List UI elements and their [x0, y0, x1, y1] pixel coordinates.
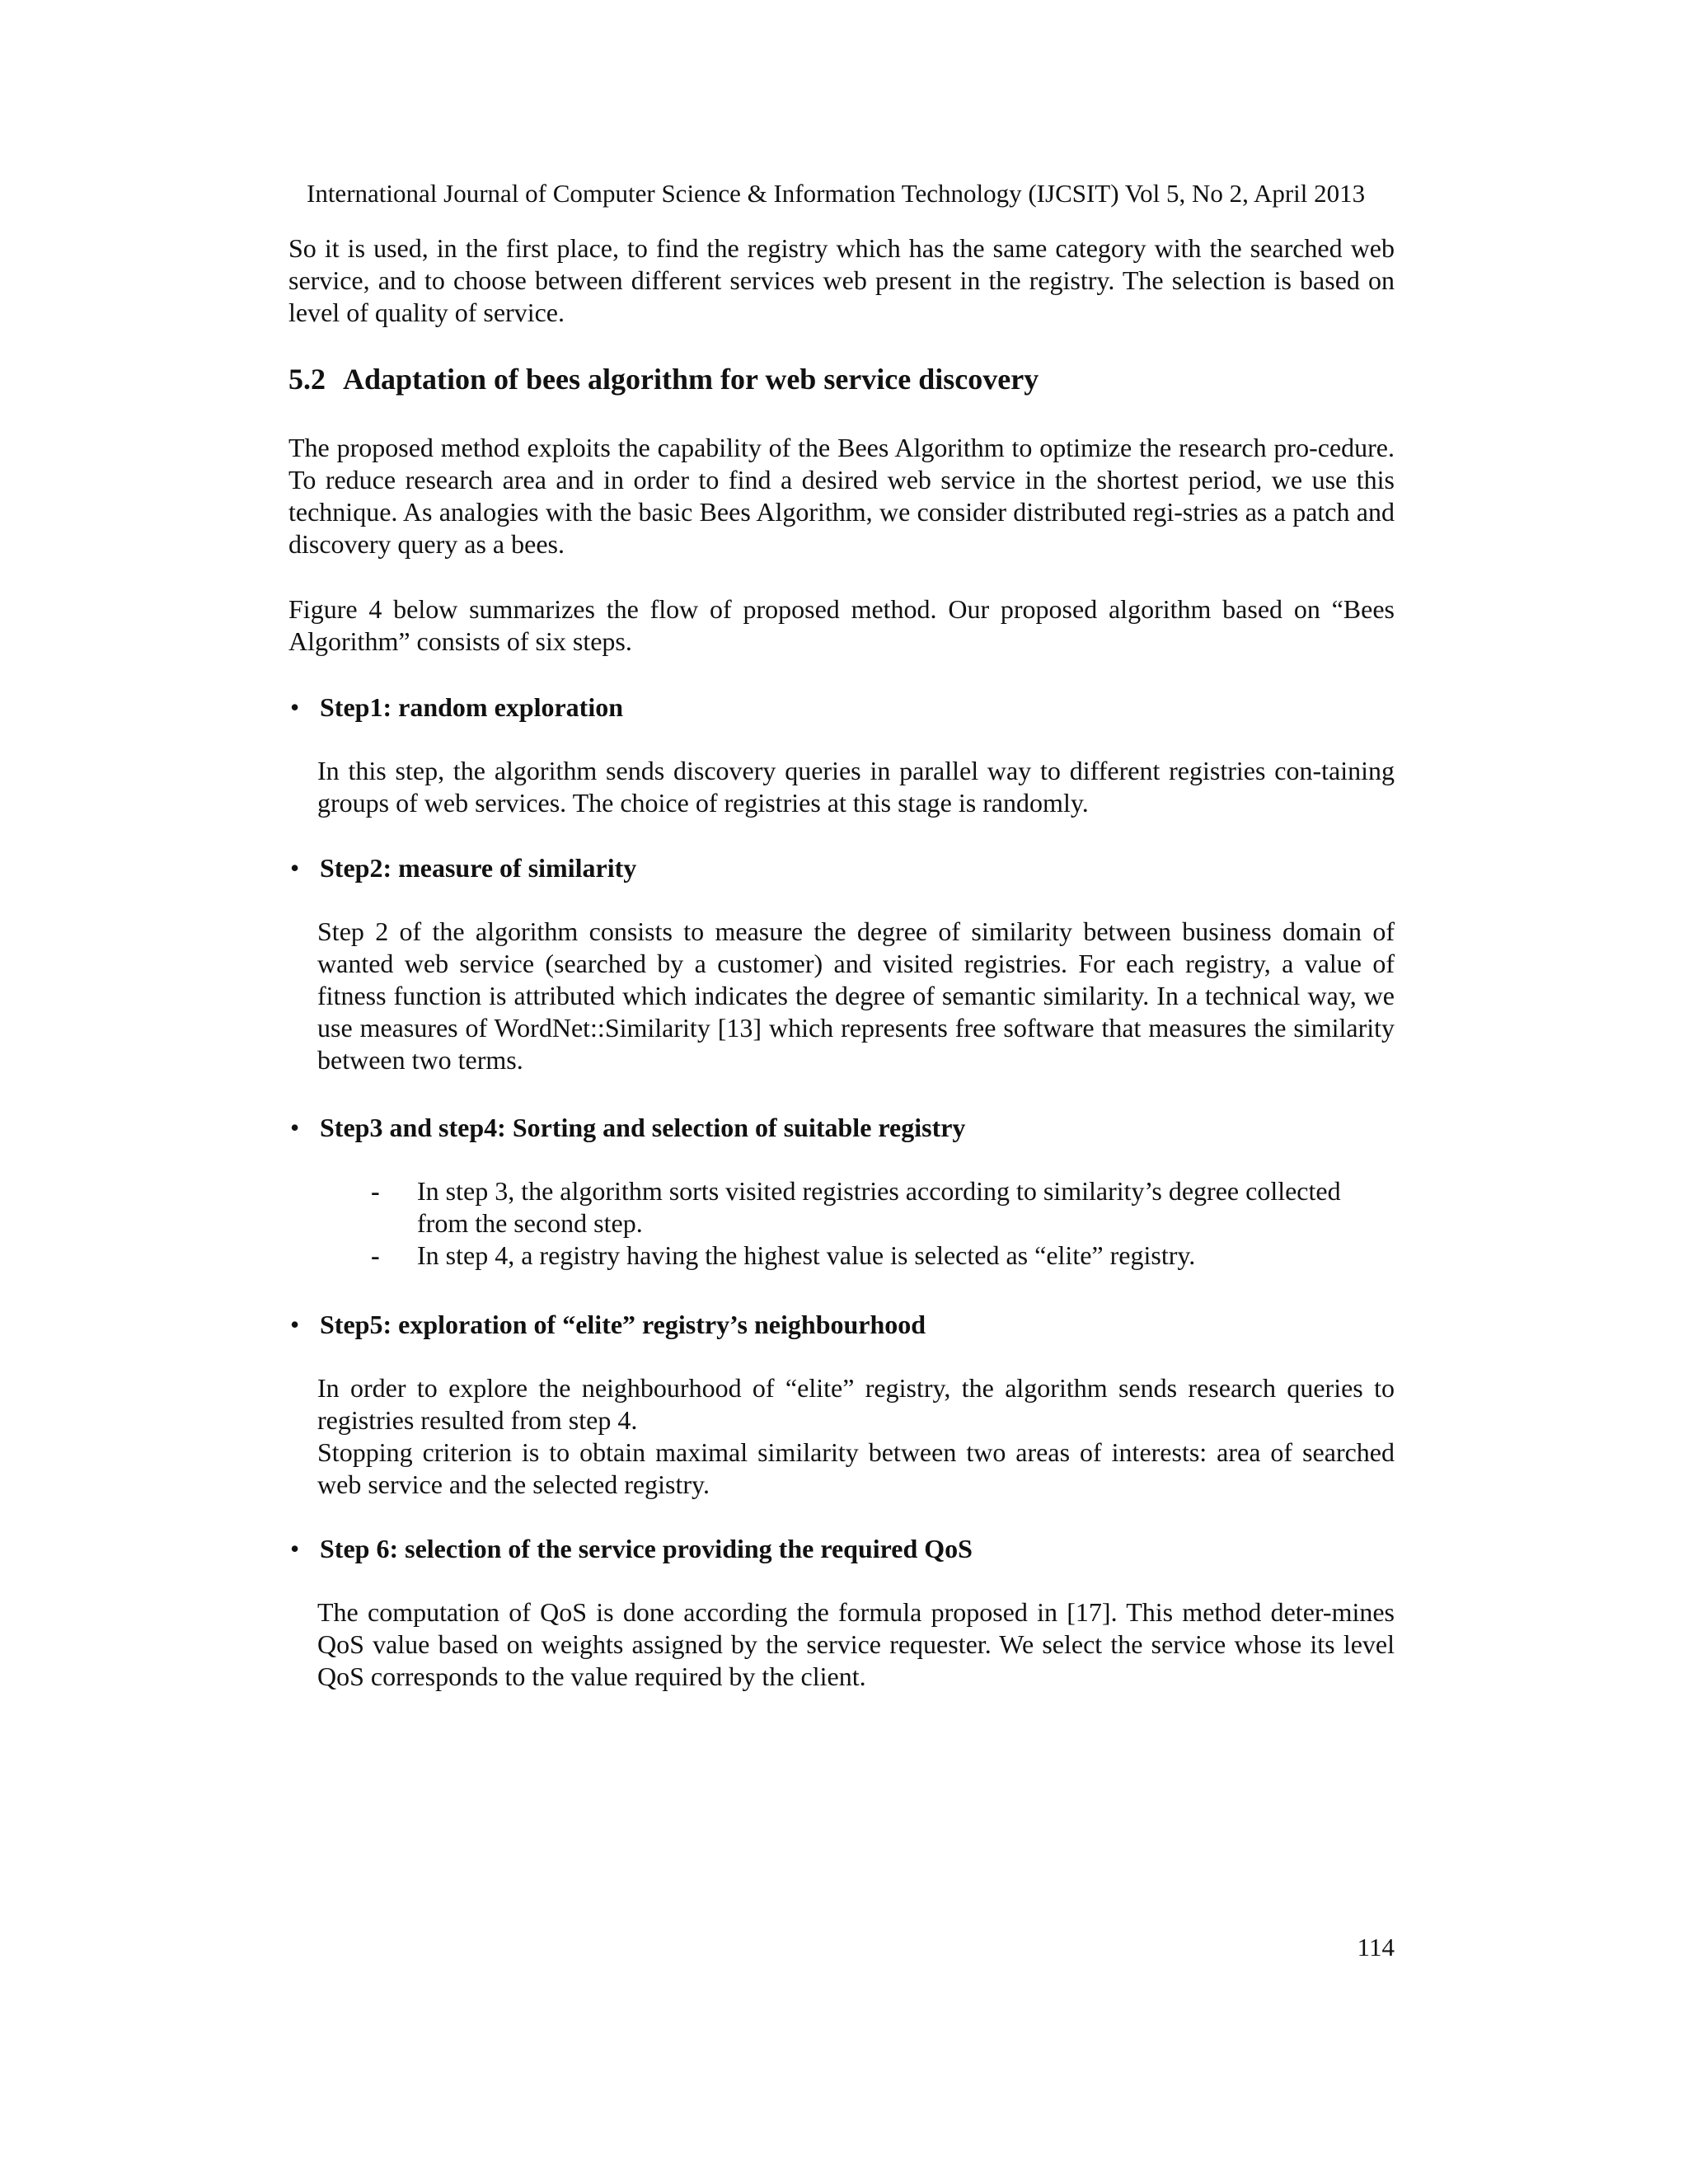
bullet-icon: • — [290, 692, 300, 722]
step3-sub-item — [371, 1175, 1395, 1240]
step1-body: In this step, the algorithm sends discovery queries in parallel way to different registries con-taining groups of web services. The choice of registries at this stage is randomly. — [317, 756, 1395, 818]
step2-title-text: Step2: measure of similarity — [320, 853, 637, 883]
step6-title — [288, 1533, 973, 1565]
bullet-icon: • — [290, 853, 300, 883]
section-number: 5.2 — [288, 363, 326, 396]
step5-body: In order to explore the neighbourhood of “elite” registry, the algorithm sends research queries to registries resulted from step 4. — [317, 1373, 1395, 1435]
section-title: Adaptation of bees algorithm for web service discovery — [343, 363, 1039, 396]
step3-sub-text: In step 3, the algorithm sorts visited registries according to similarity’s degree collected from the second step. — [417, 1176, 1341, 1238]
step1-title — [288, 691, 623, 724]
step3-4-title — [288, 1112, 965, 1144]
running-header: International Journal of Computer Science & Information Technology (IJCSIT) Vol 5, No 2, April 2013 — [307, 179, 1366, 208]
dash-icon: - — [371, 1240, 380, 1270]
dash-icon: - — [371, 1176, 380, 1206]
step1-title-text: Step1: random exploration — [320, 692, 623, 722]
bullet-icon: • — [290, 1310, 300, 1339]
section-paragraph-1: The proposed method exploits the capability of the Bees Algorithm to optimize the research pro-cedure. To reduce research area and in order to find a desired web service in the shortest period, we use this technique. As analogies with the basic Bees Algorithm, we consider distributed regi-stries as a patch and discovery query as a bees. — [288, 433, 1395, 559]
step3-4-title-text: Step3 and step4: Sorting and selection of suitable registry — [320, 1113, 966, 1142]
step5-title — [288, 1309, 926, 1341]
bullet-icon: • — [290, 1534, 300, 1563]
step6-body: The computation of QoS is done according the formula proposed in [17]. This method deter-mines QoS value based on weights assigned by the service requester. We select the service whose its level QoS corresponds to the value required by the client. — [317, 1597, 1395, 1691]
step2-title — [288, 852, 636, 884]
step2-body: Step 2 of the algorithm consists to measure the degree of similarity between business domain of wanted web service (searched by a customer) and visited registries. For each registry, a value of fitness function is attributed which indicates the degree of semantic similarity. In a technical way, we use measures of WordNet::Similarity [13] which represents free software that measures the similarity between two terms. — [317, 916, 1395, 1075]
intro-paragraph: So it is used, in the first place, to find the registry which has the same category with the searched web service, and to choose between different services web present in the registry. The selection is based on level of quality of service. — [288, 233, 1395, 327]
step5-title-text: Step5: exploration of “elite” registry’s neighbourhood — [320, 1310, 926, 1339]
page-number: 114 — [1357, 1933, 1395, 1961]
bullet-icon: • — [290, 1113, 300, 1142]
section-paragraph-2: Figure 4 below summarizes the flow of proposed method. Our proposed algorithm based on “Bees Algorithm” consists of six steps. — [288, 594, 1395, 656]
section-heading — [288, 361, 1039, 397]
step4-sub-item — [371, 1240, 1395, 1272]
step4-sub-text: In step 4, a registry having the highest value is selected as “elite” registry. — [417, 1240, 1196, 1270]
step5-body-continued: Stopping criterion is to obtain maximal similarity between two areas of interests: area of searched web service and the selected registry. — [317, 1437, 1395, 1499]
step6-title-text: Step 6: selection of the service providing the required QoS — [320, 1534, 973, 1563]
